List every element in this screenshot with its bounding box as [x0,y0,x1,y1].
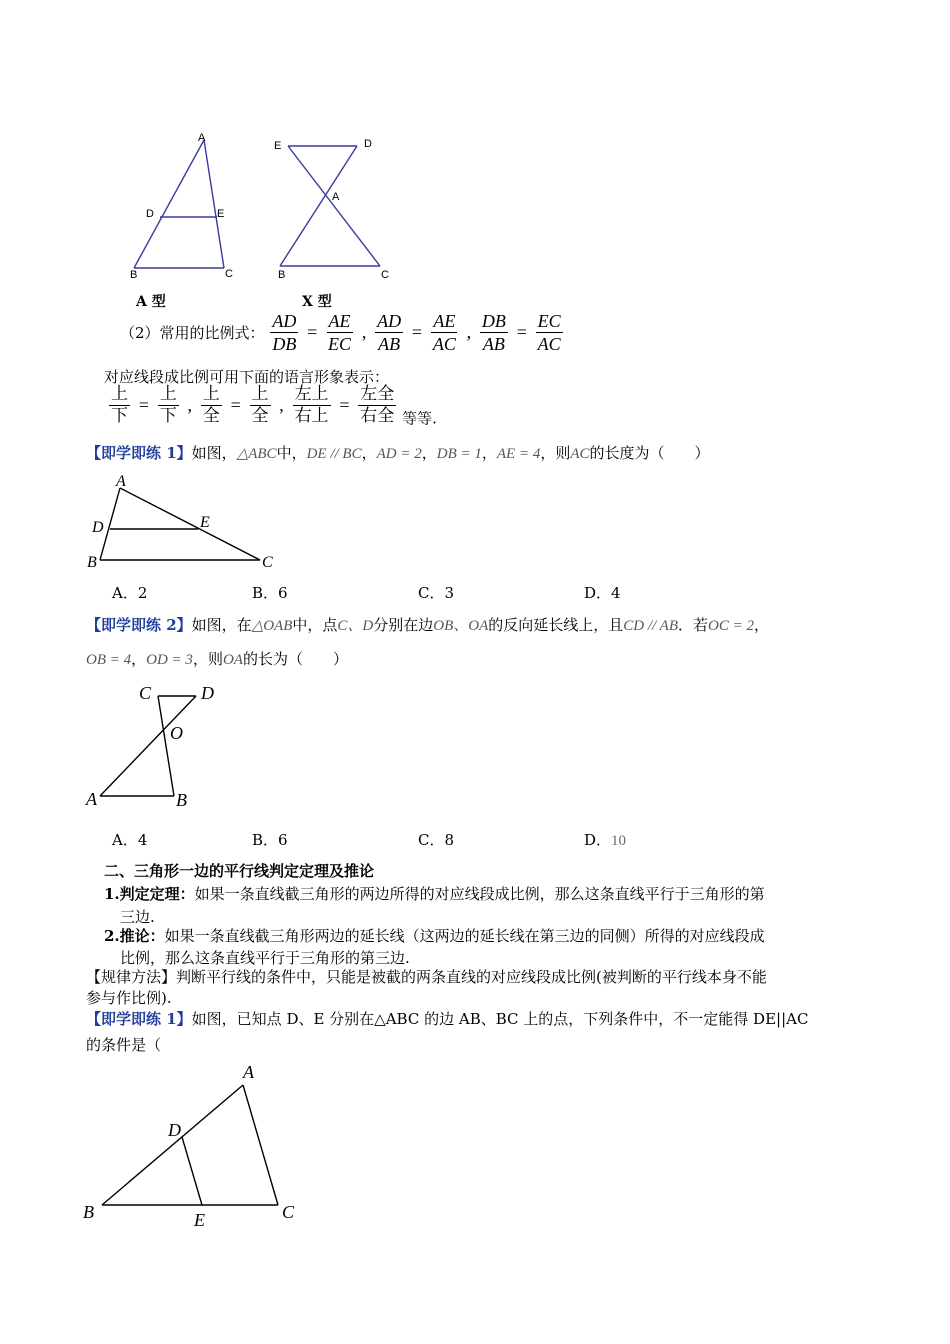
label-a: A [198,132,206,144]
label-d: D [92,519,104,536]
label-e: E [217,208,225,220]
fig-x-caption: X 型 [302,294,332,310]
label-b: B [176,790,187,810]
corollary-cont: 比例，那么这条直线平行于三角形的第三边. [120,949,410,967]
language-row: $\frac{\text{上}}{\text{下}}$ = $\frac{\text{上}}{\text{下}}$ , $\frac{\text{上}}{\text{全}}$ = $\frac{\text{上}}{\text{全}}$ , $\frac{\text{左上}}{\text{右上}}$ = $\frac{\text{左全}}{\text{右全}}$ 等等. [111,384,437,428]
label-d: D [146,208,154,220]
section-2-title: 二、三角形一边的平行线判定定理及推论 [104,862,375,880]
language-intro: 对应线段成比例可用下面的语言形象表示： [104,368,390,386]
exercise-1-figure [84,470,284,575]
fraction: $\frac{EC}{AC}$ [537,311,561,354]
ex1-option-d[interactable]: D．4 [584,584,621,602]
corollary: 2.推论：如果一条直线截三角形两边的延长线（这两边的延长线在第三边的同侧）所得的对应线段成 [104,927,765,945]
ex2-option-b[interactable]: B．6 [252,831,288,849]
label-b: B [83,1202,94,1222]
exercise-1-question: 【即学即练 1】如图，△ABC中，DE // BC，AD = 2，DB = 1，AE = 4，则AC的长度为（ ） [86,444,710,462]
label-b: B [130,269,138,281]
label-a: A [116,473,126,490]
fraction: $\frac{DB}{AB}$ [481,311,506,354]
label-c: C [282,1202,295,1222]
section2-exercise-line2: 的条件是（ [86,1036,162,1054]
rule-line-1: 【规律方法】判断平行线的条件中，只能是被截的两条直线的对应线段成比例(被判断的平行线本身不能 [86,968,767,986]
label-d: D [201,683,214,703]
ex1-option-b[interactable]: B．6 [252,584,288,602]
rule-line-2: 参与作比例). [86,989,172,1007]
label-a: A [243,1062,254,1082]
label-c: C [139,683,152,703]
ex1-option-c[interactable]: C．3 [418,584,455,602]
exercise-2-question-line2: OB = 4，OD = 3，则OA的长为（ ） [86,650,348,668]
fraction: $\frac{AE}{AC}$ [432,311,456,354]
label-b: B [278,269,286,281]
fig-a-caption: A 型 [136,294,166,310]
label-c: C [262,554,273,571]
figure-a-type [118,128,248,283]
label-c: C [381,269,389,281]
label-b: B [87,554,97,571]
ex1-option-a[interactable]: A．2 [112,584,148,602]
theorem-1-cont: 三边. [120,908,155,926]
ex2-option-d[interactable]: D．10 [584,831,627,849]
fraction: $\frac{AD}{DB}$ [272,311,297,354]
label-e: E [200,514,210,531]
label-a: A [332,191,340,203]
fraction: $\frac{AD}{AB}$ [377,311,402,354]
section2-figure [80,1060,320,1235]
section2-exercise-line1: 【即学即练 1】如图，已知点 D、E 分别在△ABC 的边 AB、BC 上的点，下列条件中，不一定能得 DE||AC [86,1010,809,1028]
proportions-intro: （2）常用的比例式： [120,324,265,342]
label-d: D [364,138,372,150]
figure-x-type [268,130,398,285]
ex2-option-c[interactable]: C．8 [418,831,455,849]
fraction: $\frac{AE}{EC}$ [328,311,352,354]
theorem-1: 1.判定定理：如果一条直线截三角形的两边所得的对应线段成比例，那么这条直线平行于三角形的第 [104,885,765,903]
label-e: E [194,1210,205,1230]
label-d: D [168,1120,181,1140]
label-a: A [86,789,97,809]
label-e: E [274,140,282,152]
label-c: C [225,268,233,280]
label-o: O [170,723,183,743]
exercise-2-question-line1: 【即学即练 2】如图，在△OAB中，点C、D分别在边OB、OA的反向延长线上，且CD // AB．若OC = 2， [86,616,770,634]
proportions-row: （2）常用的比例式： $\frac{AD}{DB}$ = $\frac{AE}{EC}$ , $\frac{AD}{AB}$ = $\frac{AE}{AC}$ , $\frac{DB}{AB}$ = $\frac{EC}{AC}$ [120,311,561,354]
exercise-2-figure [82,676,232,816]
ex2-option-a[interactable]: A．4 [112,831,148,849]
